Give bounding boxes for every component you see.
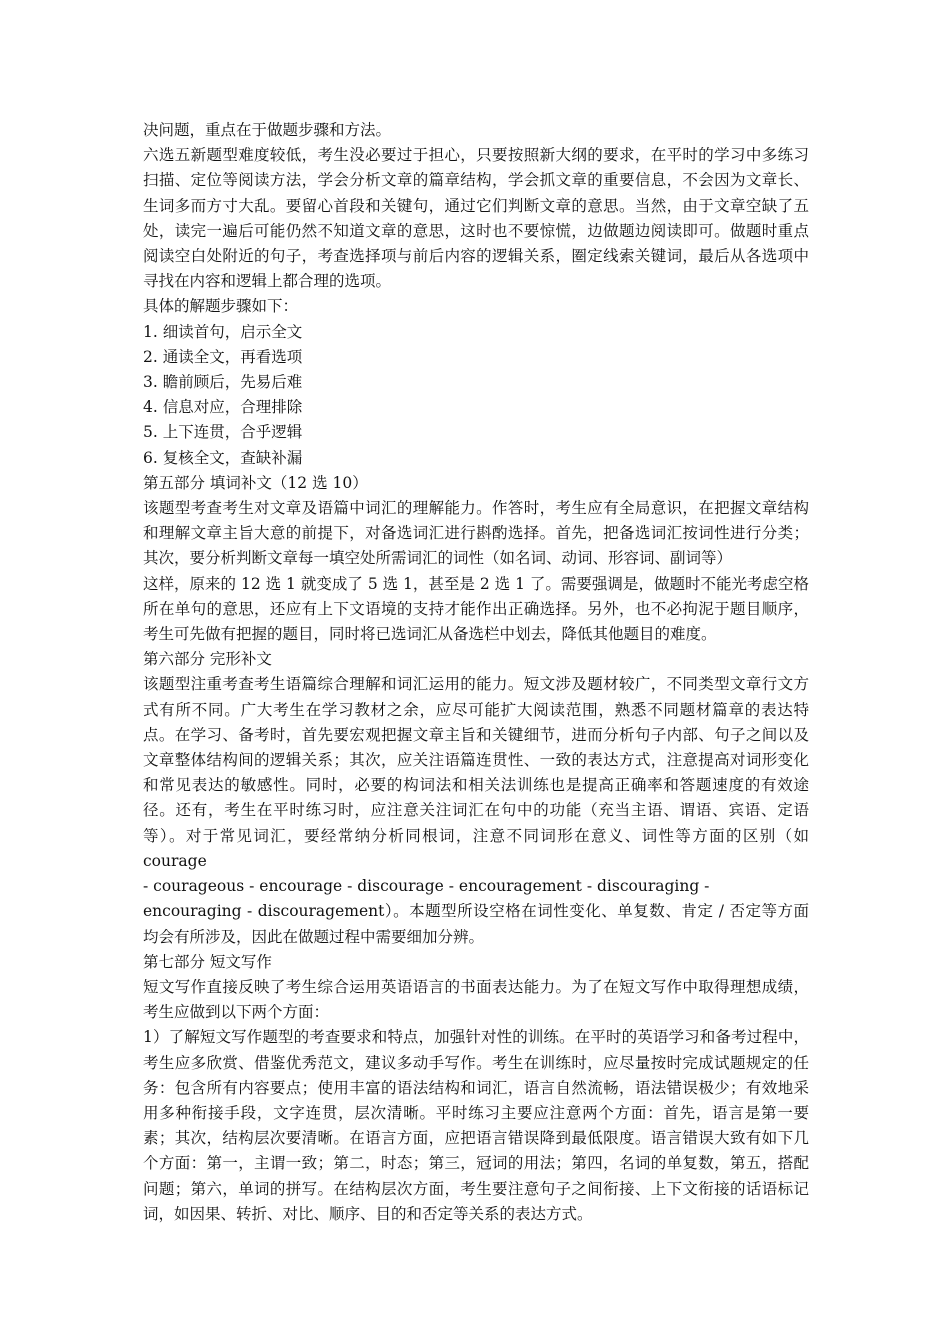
paragraph-part-6-word-family: - courageous - encourage - discourage - encouragement - discouraging - (143, 877, 710, 896)
section-heading-part-5: 第五部分 填词补文（12 选 10） (143, 473, 368, 492)
paragraph-part-6-body: 该题型注重考查考生语篇综合理解和词汇运用的能力。短文涉及题材较广，不同类型文章行文方式有所不同。广大考生在学习教材之余，应尽可能扩大阅读范围，熟悉不同题材篇章的表达特点。在学习、备考时，首先要宏观把握文章主旨和关键细节，进而分析句子内部、句子之间以及文章整体结构间的逻辑关系；其次，应关注语篇连贯性、一致的表达方式，注意提高对词形变化和常见表达的敏感性。同时，必要的构词法和相关法训练也是提高正确率和答题速度的有效途径。还有，考生在平时练习时，应注意关注词汇在句中的功能（充当主语、谓语、宾语、定语等）。对于常见词汇，要经常纳分析同根词，注意不同词形在意义、词性等方面的区别（如 courage (143, 675, 809, 870)
step-item-1: 1. 细读首句，启示全文 (143, 322, 303, 341)
step-item-3: 3. 瞻前顾后，先易后难 (143, 373, 303, 392)
step-item-5: 5. 上下连贯，合乎逻辑 (143, 423, 303, 442)
document-page (143, 118, 809, 1227)
paragraph-part-7-point-1: 1）了解短文写作题型的考查要求和特点，加强针对性的训练。在平时的英语学习和备考过程中，考生应多欣赏、借鉴优秀范文，建议多动手写作。考生在训练时，应尽量按时完成试题规定的任务：包含所有内容要点；使用丰富的语法结构和词汇，语言自然流畅，语法错误极少；有效地采用多种衔接手段，文字连贯，层次清晰。平时练习主要应注意两个方面：首先，语言是第一要素；其次，结构层次要清晰。在语言方面，应把语言错误降到最低限度。语言错误大致有如下几个方面：第一，主谓一致；第二，时态；第三，冠词的用法；第四，名词的单复数，第五，搭配问题；第六，单词的拼写。在结构层次方面，考生要注意句子之间衔接、上下文衔接的话语标记词，如因果、转折、对比、顺序、目的和否定等关系的表达方式。 (143, 1028, 809, 1223)
step-item-6: 6. 复核全文，查缺补漏 (143, 448, 303, 467)
steps-intro: 具体的解题步骤如下： (143, 297, 299, 316)
paragraph-part-7-intro: 短文写作直接反映了考生综合运用英语语言的书面表达能力。为了在短文写作中取得理想成绩，考生应做到以下两个方面： (143, 977, 809, 1022)
section-heading-part-6: 第六部分 完形补文 (143, 650, 272, 669)
paragraph-part-5-detail: 这样，原来的 12 选 1 就变成了 5 选 1，甚至是 2 选 1 了。需要强调是，做题时不能光考虑空格所在单句的意思，还应有上下文语境的支持才能作出正确选择。另外，也不必拘泥于题目顺序，考生可先做有把握的题目，同时将已选词汇从备选栏中划去，降低其他题目的难度。 (143, 574, 809, 644)
paragraph-part-5-intro: 该题型考查考生对文章及语篇中词汇的理解能力。作答时，考生应有全局意识，在把握文章结构和理解文章主旨大意的前提下，对备选词汇进行斟酌选择。首先，把备选词汇按词性进行分类；其次，要分析判断文章每一填空处所需词汇的词性（如名词、动词、形容词、副词等） (143, 499, 809, 568)
section-heading-part-7: 第七部分 短文写作 (143, 952, 272, 971)
paragraph-part-6-conclusion: encouraging - discouragement）。本题型所设空格在词性变化、单复数、肯定 / 否定等方面均会有所涉及，因此在做题过程中需要细加分辨。 (143, 902, 809, 946)
step-item-4: 4. 信息对应，合理排除 (143, 398, 303, 417)
paragraph-continuation: 决问题，重点在于做题步骤和方法。 (143, 121, 392, 139)
step-item-2: 2. 通读全文，再看选项 (143, 347, 303, 366)
paragraph-six-choose-five: 六选五新题型难度较低，考生没必要过于担心，只要按照新大纲的要求，在平时的学习中多练习扫描、定位等阅读方法，学会分析文章的篇章结构，学会抓文章的重要信息，不会因为文章长、生词多而方寸大乱。要留心首段和关键句，通过它们判断文章的意思。当然，由于文章空缺了五处，读完一遍后可能仍然不知道文章的意思，这时也不要惊慌，边做题边阅读即可。做题时重点阅读空白处附近的句子，考查选择项与前后内容的逻辑关系，圈定线索关键词，最后从各选项中寻找在内容和逻辑上都合理的选项。 (143, 146, 809, 291)
